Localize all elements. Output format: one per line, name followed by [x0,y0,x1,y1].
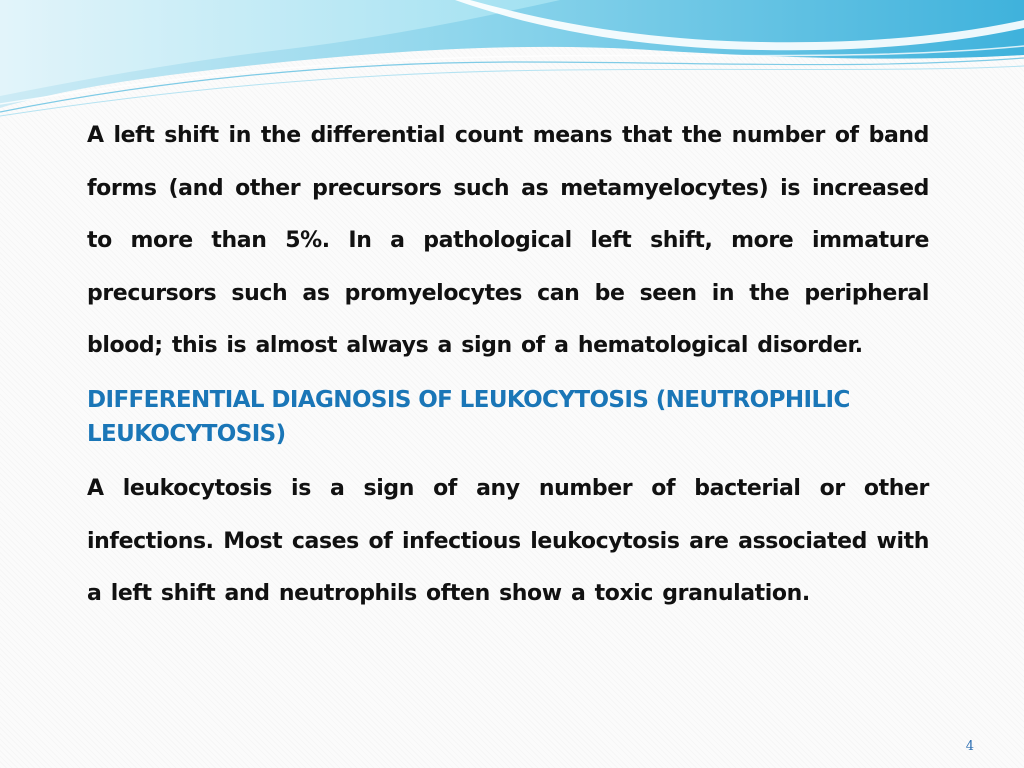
header-wave-decoration [0,0,1024,120]
paragraph-left-shift: A left shift in the differential count means that the number of band forms (and other precursors such as metamyelocytes) is increased to more than 5%. In a pathological left shift, more immature precursors such as promyelocytes can be seen in the peripheral blood; this is almost always a sign of a hematological disorder. [87,123,929,359]
slide-content [87,110,929,621]
slide-number: 4 [965,739,974,754]
paragraph-leukocytosis: A leukocytosis is a sign of any number of bacterial or other infections. Most cases of infectious leukocytosis are associated with a left shift and neutrophils often show a toxic granulation. [87,475,929,607]
section-heading: DIFFERENTIAL DIAGNOSIS OF LEUKOCYTOSIS (NEUTROPHILIC LEUKOCYTOSIS) [87,386,850,447]
